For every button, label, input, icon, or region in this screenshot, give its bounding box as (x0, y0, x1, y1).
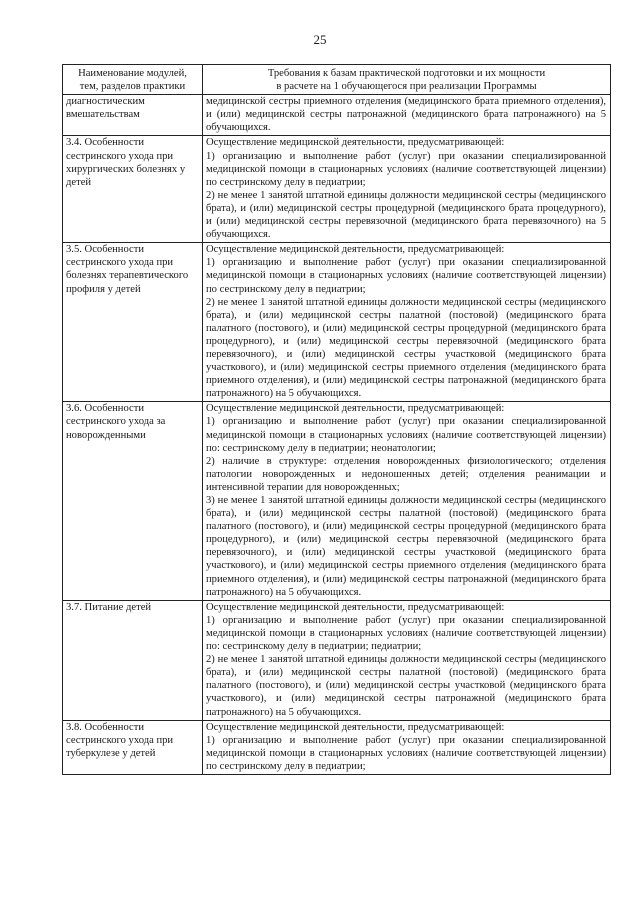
table-row (63, 600, 611, 720)
row-requirements (203, 720, 611, 774)
requirement-paragraph: 2) не менее 1 занятой штатной единицы должности медицинской сестры (медицинского брата), и (или) медицинской сестры процедурной (медицинского брата процедурного), и (или) медицинской сестры перевязочной (медицинского брата перевязочного) на 5 обучающихся. (206, 189, 606, 241)
page-number: 25 (313, 32, 327, 47)
requirement-paragraph: 1) организацию и выполнение работ (услуг) при оказании специализированной медицинской помощи в стационарных условиях (наличие соответствующей лицензии) по сестринскому делу в педиатрии; (206, 150, 606, 188)
header-requirements (203, 65, 611, 95)
requirement-paragraph: 1) организацию и выполнение работ (услуг) при оказании специализированной медицинской помощи в стационарных условиях (наличие соответствующей лицензии) по сестринскому делу в педиатрии; (206, 734, 606, 772)
header-module-name-line2: тем, разделов практики (79, 81, 186, 93)
table-header-row (63, 65, 611, 95)
row-requirements (203, 402, 611, 600)
header-module-name-line1: Наименование модулей, (78, 68, 187, 79)
requirement-paragraph: 2) наличие в структуре: отделения новорожденных физиологического; отделения патологии новорожденных и недоношенных детей; отделения реанимации и интенсивной терапии для новорожденных; (206, 455, 606, 493)
table-row (63, 95, 611, 136)
requirement-paragraph: 1) организацию и выполнение работ (услуг) при оказании специализированной медицинской помощи в стационарных условиях (наличие соответствующей лицензии) по сестринскому делу в педиатрии; (206, 257, 606, 295)
row-title: 3.4. Особенности сестринского ухода при хирургических болезнях у детей (63, 136, 203, 243)
row-title: 3.5. Особенности сестринского ухода при болезнях терапевтического профиля у детей (63, 243, 203, 402)
requirement-paragraph: Осуществление медицинской деятельности, предусматривающей: (206, 403, 505, 415)
requirement-paragraph: Осуществление медицинской деятельности, предусматривающей: (206, 721, 505, 733)
header-module-name (63, 65, 203, 95)
requirement-paragraph: 3) не менее 1 занятой штатной единицы должности медицинской сестры (медицинского брата), и (или) медицинской сестры палатной (постовой) (медицинского брата палатного (постового), и (или) медицинской сестры процедурной (медицинского брата процедурного), и (или) медицинской сестры перевязочной (медицинского брата перевязочного), и (или) медицинской сестры участковой (медицинского брата участкового), и (или) медицинской сестры приемного отделения (медицинского брата приемного отделения), и (или) медицинской сестры патронажной (медицинского брата патронажного) на 5 обучающихся. (206, 495, 606, 598)
table-row (63, 136, 611, 243)
row-requirements (203, 243, 611, 402)
requirement-paragraph: 2) не менее 1 занятой штатной единицы должности медицинской сестры (медицинского брата), и (или) медицинской сестры палатной (постовой) (медицинского брата палатного (постового), и (или) медицинской сестры участковой (медицинского брата участкового), и (или) медицинской сестры патронажной (медицинского брата патронажного) на 5 обучающихся. (206, 654, 606, 718)
row-requirements (203, 95, 611, 136)
requirement-paragraph: 2) не менее 1 занятой штатной единицы должности медицинской сестры (медицинского брата), и (или) медицинской сестры палатной (постовой) (медицинского брата палатного (постового), и (или) медицинской сестры процедурной (медицинского брата процедурного), и (или) медицинской сестры перевязочной (медицинского брата перевязочного), и (или) медицинской сестры участковой (медицинского брата участкового), и (или) медицинской сестры приемного отделения (медицинского брата приемного отделения), и (или) медицинской сестры патронажной (медицинского брата патронажного) на 5 обучающихся. (206, 296, 606, 400)
header-requirements-line2: в расчете на 1 обучающегося при реализации Программы (276, 81, 537, 93)
row-title: 3.8. Особенности сестринского ухода при туберкулезе у детей (63, 720, 203, 774)
requirement-paragraph: Осуществление медицинской деятельности, предусматривающей: (206, 244, 505, 256)
row-title: 3.7. Питание детей (63, 600, 203, 720)
requirement-paragraph: 1) организацию и выполнение работ (услуг) при оказании специализированной медицинской помощи в стационарных условиях (наличие соответствующей лицензии) по: сестринскому делу в педиатрии; педиатрии; (206, 614, 606, 653)
requirement-paragraph: медицинской сестры приемного отделения (медицинского брата приемного отделения), и (или) медицинской сестры патронажной (медицинского брата патронажного) на 5 обучающихся. (206, 96, 606, 134)
requirements-table (62, 64, 611, 775)
table-row (63, 402, 611, 600)
row-requirements (203, 600, 611, 720)
row-title: 3.6. Особенности сестринского ухода за новорожденными (63, 402, 203, 600)
table-row (63, 720, 611, 774)
table-row (63, 243, 611, 402)
requirement-paragraph: 1) организацию и выполнение работ (услуг) при оказании специализированной медицинской помощи в стационарных условиях (наличие соответствующей лицензии) по: сестринскому делу в педиатрии; неонатологии; (206, 416, 606, 454)
requirement-paragraph: Осуществление медицинской деятельности, предусматривающей: (206, 601, 505, 613)
requirement-paragraph: Осуществление медицинской деятельности, предусматривающей: (206, 137, 505, 149)
row-title: диагностическим вмешательствам (63, 95, 203, 136)
header-requirements-line1: Требования к базам практической подготовки и их мощности (267, 68, 546, 79)
row-requirements (203, 136, 611, 243)
